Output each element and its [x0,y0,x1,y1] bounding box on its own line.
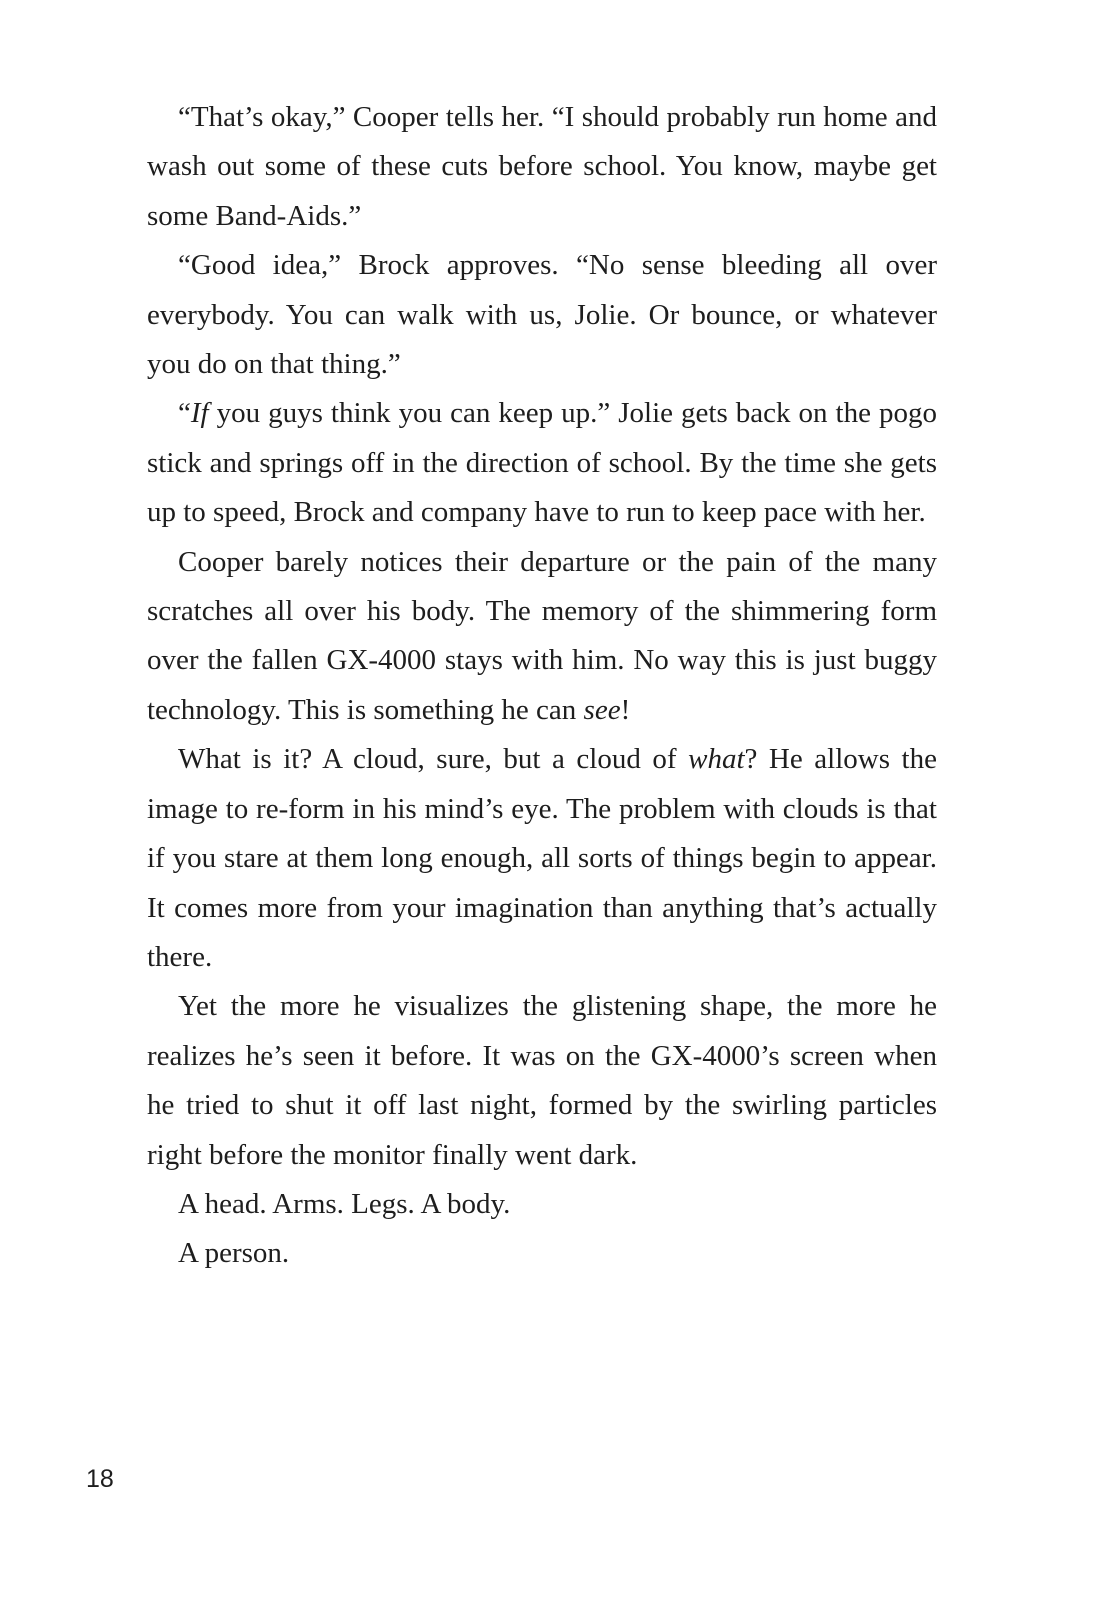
text-run: “Good idea,” Brock approves. “No sense bleeding all over everybody. You can walk with us, Jolie. Or bounce, or whatever you do on that thing.” [147,249,937,381]
paragraph [147,93,937,241]
paragraph [147,1229,937,1278]
text-run: you guys think you can keep up.” Jolie gets back on the pogo stick and springs off in the direction of school. By the time she gets up to speed, Brock and company have to run to keep pace with her. [147,397,937,529]
italic-text-run: If [190,397,209,430]
italic-text-run: see [583,693,621,726]
paragraph [147,1180,937,1229]
page-number: 18 [86,1465,114,1493]
text-run: A person. [178,1237,290,1270]
paragraph [147,735,937,982]
text-run: ! [620,693,631,726]
body-text [147,93,937,1279]
text-run: Yet the more he visualizes the glistening shape, the more he realizes he’s seen it before. It was on the GX-4000’s screen when he tried to shut it off last night, formed by the swirling particles right before the monitor finally went dark. [147,990,937,1171]
text-run: “ [178,397,191,430]
italic-text-run: what [688,743,745,776]
text-run: A head. Arms. Legs. A body. [178,1187,511,1220]
text-run: ? He allows the image to re-form in his mind’s eye. The problem with clouds is that if you stare at them long enough, all sorts of things begin to appear. It comes more from your imagination than anything that’s actually there. [147,743,937,973]
paragraph [147,982,937,1180]
text-run: What is it? A cloud, sure, but a cloud of [178,743,689,776]
paragraph [147,241,937,389]
paragraph [147,389,937,537]
text-run: “That’s okay,” Cooper tells her. “I should probably run home and wash out some of these cuts before school. You know, maybe get some Band-Aids.” [147,101,937,232]
text-run: Cooper barely notices their departure or the pain of the many scratches all over his body. The memory of the shimmering form over the fallen GX-4000 stays with him. No way this is just buggy technology. This is something he can [147,545,937,726]
paragraph [147,538,937,736]
